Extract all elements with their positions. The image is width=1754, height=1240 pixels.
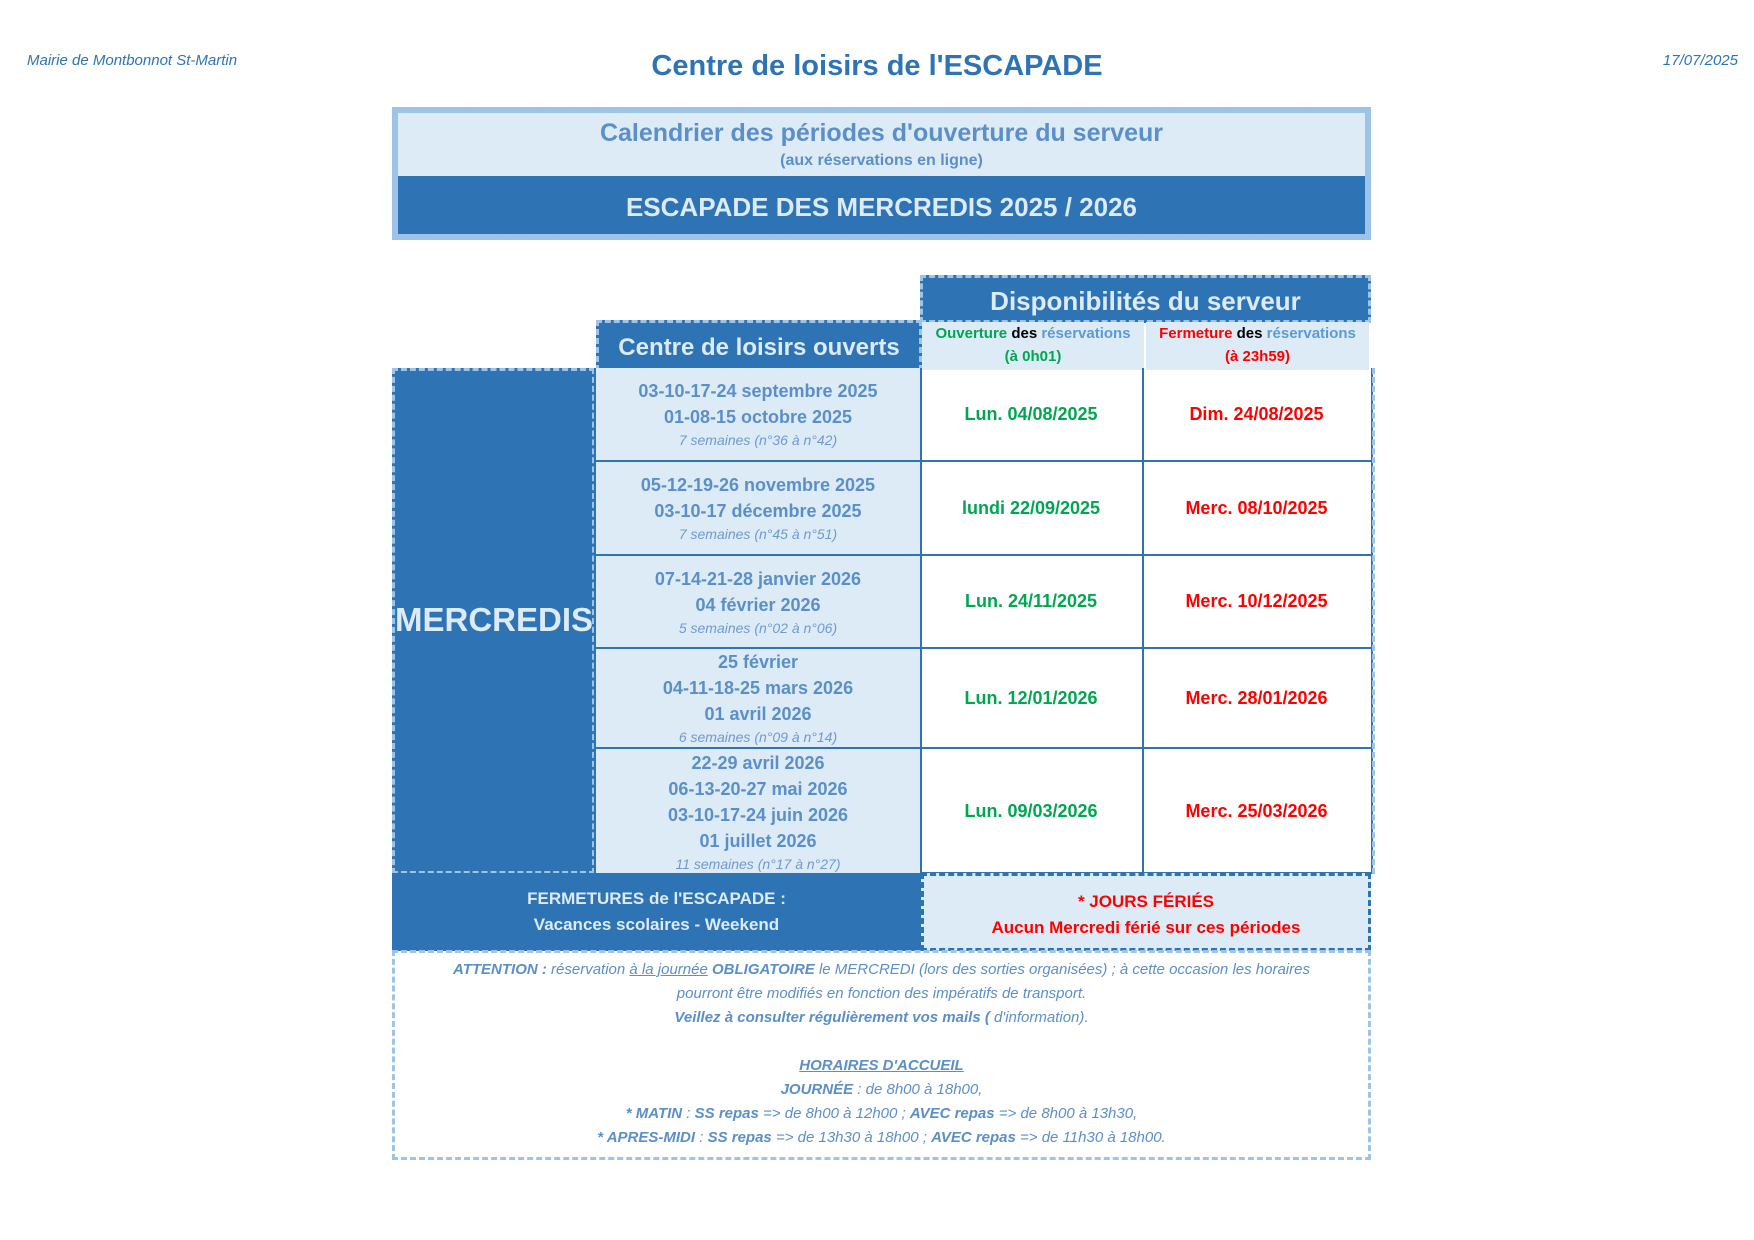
morning-ss-text: => de 8h00 à 12h00 ; <box>758 1105 910 1122</box>
closing-date: Merc. 28/01/2026 <box>1185 687 1328 708</box>
mercredis-text: MERCREDIS <box>395 601 594 638</box>
attention-label: ATTENTION : <box>453 961 547 978</box>
table-row <box>596 368 1371 462</box>
row-dates <box>596 749 922 874</box>
closing-date: Merc. 10/12/2025 <box>1185 591 1328 611</box>
attention-text: réservation <box>546 961 630 978</box>
morning-avec: AVEC repas <box>909 1105 995 1122</box>
day-text: : de 8h00 à 18h00, <box>853 1081 983 1098</box>
closures-detail: Vacances scolaires - Weekend <box>533 915 780 934</box>
date-line: 03-10-17 décembre 2025 <box>654 501 862 521</box>
weeks-note: 11 semaines (n°17 à n°27) <box>675 855 841 872</box>
day-label: JOURNÉE <box>780 1081 854 1098</box>
afternoon-hours-line: * APRES-MIDI : SS repas => de 13h30 à 18h00 ; AVEC repas => de 11h30 à 18h00. <box>597 1129 1166 1146</box>
opening-reservations: réservations <box>1041 325 1131 342</box>
holidays-detail: Aucun Mercredi férié sur ces périodes <box>991 918 1301 937</box>
closing-reservations: réservations <box>1266 325 1356 342</box>
opening-time: (à 0h01) <box>1004 348 1062 365</box>
date-line: 04-11-18-25 mars 2026 <box>662 678 854 698</box>
opening-column-header <box>922 322 1144 370</box>
afternoon-ss: SS repas <box>707 1129 772 1146</box>
mercredis-side-label <box>392 368 595 874</box>
date-line: 22-29 avril 2026 <box>691 752 825 773</box>
attention-underlined: à la journée <box>629 961 708 978</box>
calendar-subtitle: (aux réservations en ligne) <box>780 152 983 169</box>
opening-date: Lun. 09/03/2026 <box>920 749 1144 874</box>
opening-des: des <box>1011 325 1038 342</box>
organization-name: Mairie de Montbonnot St-Martin <box>27 52 238 69</box>
weeks-note: 7 semaines (n°36 à n°42) <box>678 432 838 448</box>
table-row <box>596 462 1371 556</box>
opening-word: Ouverture <box>935 325 1008 342</box>
date-line: 07-14-21-28 janvier 2026 <box>654 568 862 589</box>
morning-label: * MATIN <box>625 1105 683 1122</box>
centres-header: Centre de loisirs ouverts <box>596 320 922 371</box>
holidays-box <box>921 873 1371 951</box>
holidays-title: * JOURS FÉRIÉS <box>1077 892 1215 911</box>
closing-des: des <box>1236 325 1263 342</box>
page-title: Centre de loisirs de l'ESCAPADE <box>651 50 1103 82</box>
attention-mandatory: OBLIGATOIRE <box>712 961 815 978</box>
afternoon-avec: AVEC repas <box>931 1129 1016 1146</box>
attention-line <box>395 958 1368 982</box>
weeks-note: 5 semaines (n°02 à n°06) <box>678 619 838 636</box>
row-dates <box>596 462 922 554</box>
season-banner: ESCAPADE DES MERCREDIS 2025 / 2026 <box>398 176 1365 234</box>
table-row <box>596 749 1371 874</box>
spacer <box>395 1030 1368 1054</box>
mail-line <box>395 1006 1368 1030</box>
row-dates <box>596 368 922 460</box>
grid-dashed-edge <box>1366 368 1375 874</box>
date-line: 04 février 2026 <box>695 594 821 615</box>
closing-date: Merc. 08/10/2025 <box>1185 497 1328 518</box>
row-dates <box>596 649 922 747</box>
mail-rest: d'information). <box>989 1009 1089 1026</box>
notes-box <box>392 950 1371 1160</box>
morning-ss: SS repas <box>694 1105 759 1122</box>
opening-date: Lun. 12/01/2026 <box>920 649 1144 747</box>
date-line: 01-08-15 octobre 2025 <box>663 407 853 427</box>
closures-box <box>392 873 921 951</box>
weeks-note: 6 semaines (n°09 à n°14) <box>678 729 838 745</box>
table-row <box>596 649 1371 749</box>
date-line: 03-10-17-24 septembre 2025 <box>638 381 878 401</box>
hours-title-text: HORAIRES D'ACCUEIL <box>799 1057 964 1074</box>
opening-date: lundi 22/09/2025 <box>920 462 1144 554</box>
date-line: 01 avril 2026 <box>704 704 812 724</box>
date-line: 01 juillet 2026 <box>699 830 817 851</box>
morning-hours-line: * MATIN : SS repas => de 8h00 à 12h00 ; AVEC repas => de 8h00 à 13h30, <box>625 1105 1138 1122</box>
opening-date: Lun. 04/08/2025 <box>920 368 1144 460</box>
afternoon-label: * APRES-MIDI <box>597 1129 696 1146</box>
closing-column-header <box>1146 322 1369 370</box>
attention-line-2: pourront être modifiés en fonction des impératifs de transport. <box>676 985 1087 1002</box>
morning-avec-text: => de 8h00 à 13h30, <box>994 1105 1138 1122</box>
attention-text-2: le MERCREDI (lors des sorties organisées) ; à cette occasion les horaires <box>814 961 1310 978</box>
document-date: 17/07/2025 <box>1662 52 1738 69</box>
row-dates <box>596 556 922 647</box>
calendar-header-box <box>392 107 1371 240</box>
calendar-title: Calendrier des périodes d'ouverture du serveur <box>599 119 1164 147</box>
mail-bold: Veillez à consulter régulièrement vos mails ( <box>674 1009 990 1026</box>
date-line: 25 février <box>717 652 799 672</box>
date-line: 05-12-19-26 novembre 2025 <box>640 475 876 495</box>
day-hours-line <box>395 1078 1368 1102</box>
hours-title <box>395 1054 1368 1078</box>
date-line: 03-10-17-24 juin 2026 <box>667 804 849 825</box>
closures-title: FERMETURES de l'ESCAPADE : <box>527 889 786 908</box>
weeks-note: 7 semaines (n°45 à n°51) <box>678 526 838 542</box>
opening-date: Lun. 24/11/2025 <box>920 556 1144 647</box>
closing-word: Fermeture <box>1159 325 1233 342</box>
date-line: 06-13-20-27 mai 2026 <box>668 778 848 799</box>
table-row <box>596 556 1371 649</box>
afternoon-avec-text: => de 11h30 à 18h00. <box>1015 1129 1166 1146</box>
afternoon-ss-text: => de 13h30 à 18h00 ; <box>771 1129 932 1146</box>
calendar-title-band <box>398 113 1365 176</box>
availability-header: Disponibilités du serveur <box>920 275 1371 323</box>
closing-date: Dim. 24/08/2025 <box>1189 403 1324 424</box>
closing-time: (à 23h59) <box>1224 348 1291 365</box>
closing-date: Merc. 25/03/2026 <box>1185 801 1328 821</box>
